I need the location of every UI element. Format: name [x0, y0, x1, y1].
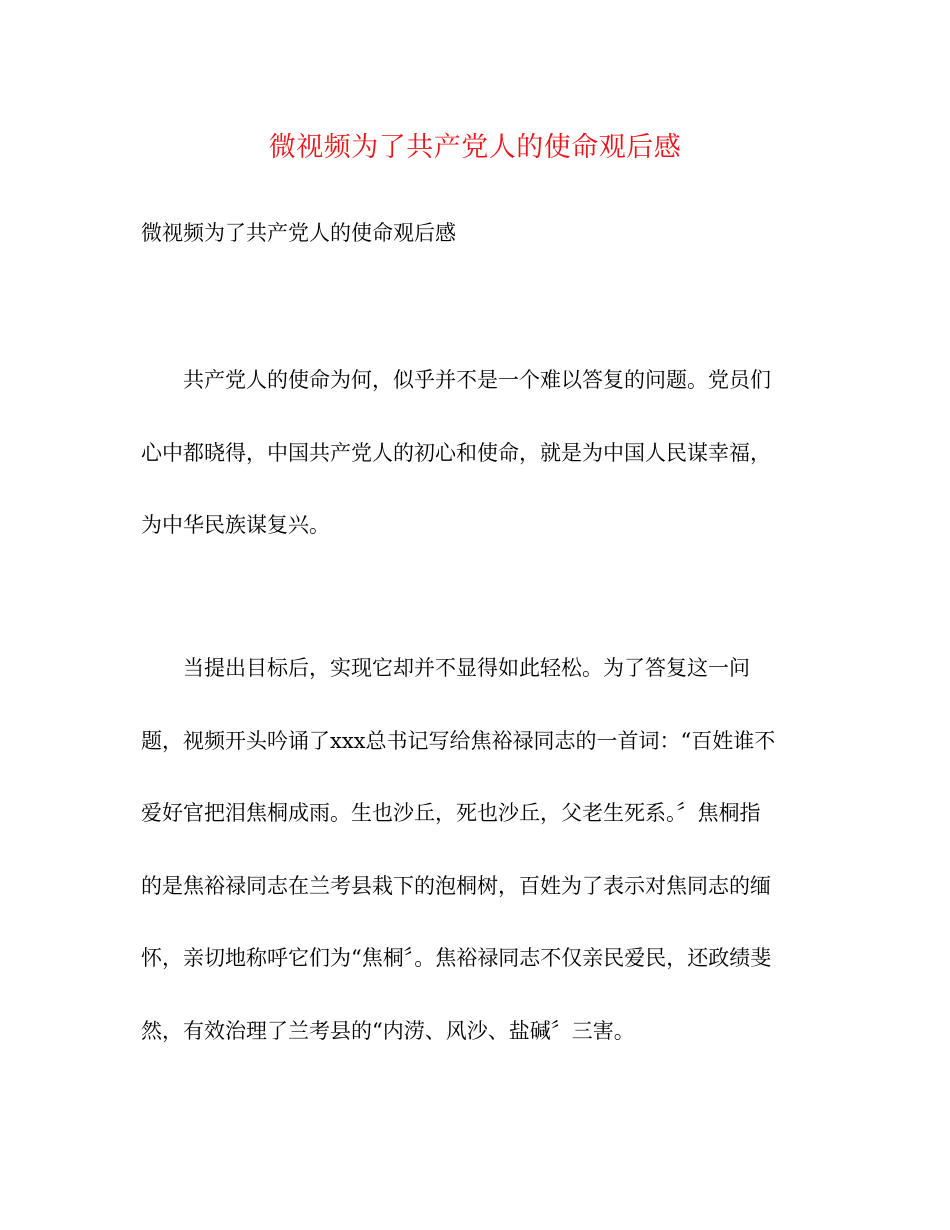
paragraph-line: 心中都晓得，中国共产党人的初心和使命，就是为中国人民谋幸福，	[141, 440, 771, 465]
paragraph-line: 的是焦裕禄同志在兰考县栽下的泡桐树，百姓为了表示对焦同志的缅	[141, 873, 771, 898]
paragraph-line: 然，有效治理了兰考县的“内涝、风沙、盐碱〞三害。	[141, 1018, 635, 1043]
paragraph-1	[141, 364, 811, 582]
document-subtitle: 微视频为了共产党人的使命观后感	[141, 221, 456, 245]
paragraph-line: 爱好官把泪焦桐成雨。生也沙丘，死也沙丘，父老生死系。〞焦桐指	[141, 801, 761, 825]
paragraph-2	[141, 652, 811, 1087]
document-title: 微视频为了共产党人的使命观后感	[268, 132, 682, 163]
paragraph-line: 共产党人的使命为何，似乎并不是一个难以答复的问题。党员们	[183, 368, 771, 392]
paragraph-line: 当提出目标后，实现它却并不显得如此轻松。为了答复这一问	[183, 656, 750, 680]
paragraph-line: 题，视频开头吟诵了xxx总书记写给焦裕禄同志的一首词：“百姓谁不	[141, 728, 776, 753]
paragraph-line: 怀，亲切地称呼它们为“焦桐〞。焦裕禄同志不仅亲民爱民，还政绩斐	[141, 946, 772, 970]
paragraph-line: 为中华民族谋复兴。	[141, 513, 330, 537]
